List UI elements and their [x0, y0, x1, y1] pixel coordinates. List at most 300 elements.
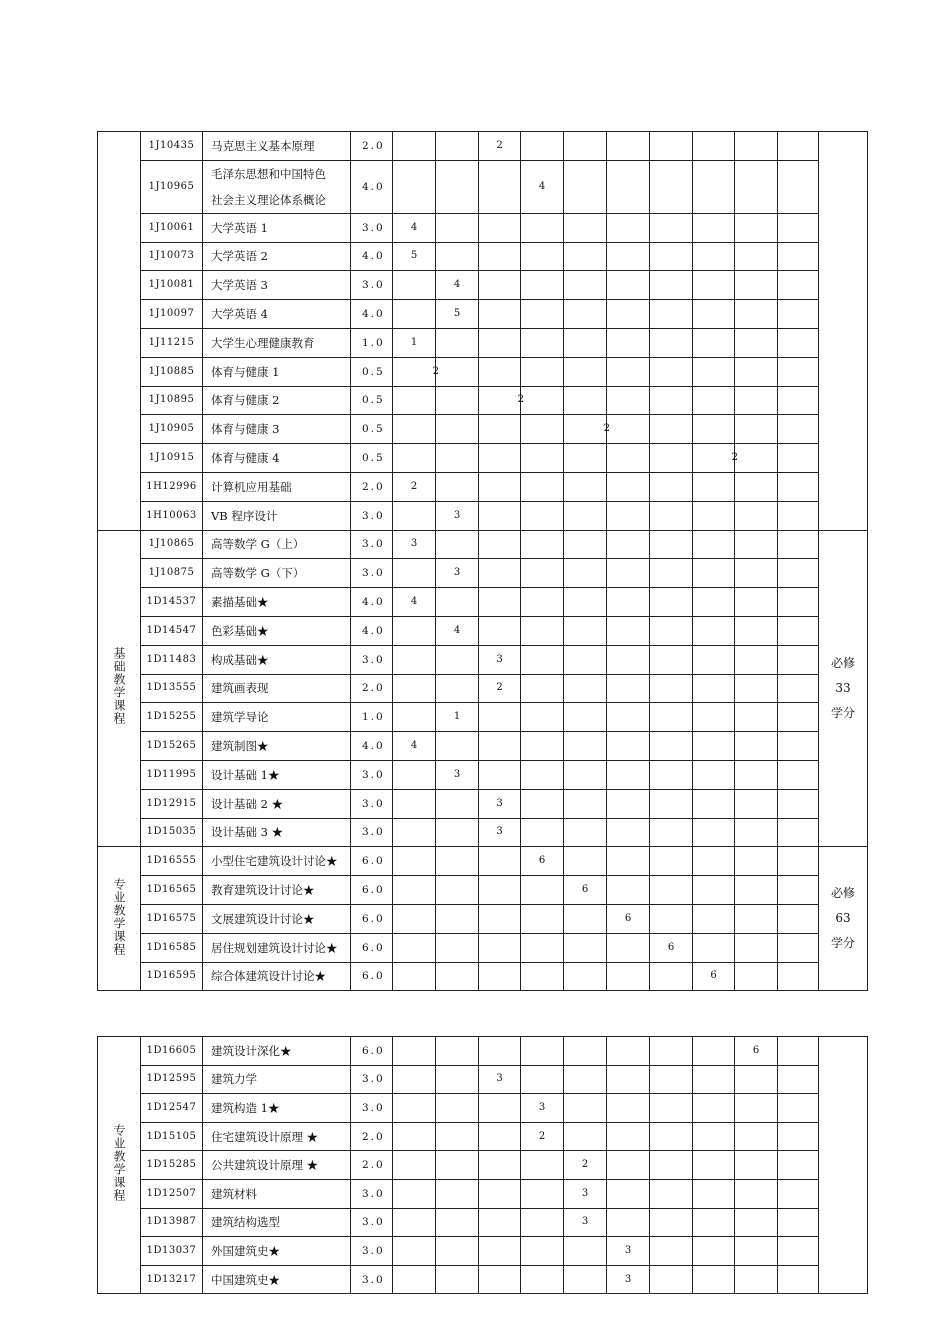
semester-hours-4 [521, 876, 564, 905]
course-code: 1J10435 [141, 132, 203, 161]
semester-hours-7 [650, 328, 693, 357]
table-row [98, 271, 868, 300]
semester-hours-6 [607, 328, 650, 357]
table-row [98, 1151, 868, 1180]
semester-hours-10 [778, 444, 819, 473]
semester-hours-6 [607, 962, 650, 991]
course-credit: 2.0 [351, 472, 393, 501]
semester-hours-8 [693, 1094, 735, 1123]
semester-hours-7 [650, 1065, 693, 1094]
semester-hours-1 [393, 760, 436, 789]
table-row [98, 1065, 868, 1094]
course-name [203, 1237, 351, 1266]
semester-hours-9 [735, 1208, 778, 1237]
semester-hours-5 [564, 1094, 607, 1123]
semester-hours-9 [735, 962, 778, 991]
course-name-line: 毛泽东思想和中国特色 [211, 166, 326, 181]
semester-hours-8 [693, 760, 735, 789]
course-code: 1D12595 [141, 1065, 203, 1094]
course-name-line: 建筑制图★ [211, 739, 269, 754]
semester-hours-10 [778, 876, 819, 905]
semester-hours-5 [564, 847, 607, 876]
semester-hours-8 [693, 732, 735, 761]
semester-hours-3 [479, 357, 521, 386]
semester-hours-7 [650, 847, 693, 876]
semester-hours-4 [521, 472, 564, 501]
semester-hours-4 [521, 501, 564, 530]
table-row [98, 160, 868, 213]
semester-hours-3 [479, 160, 521, 213]
semester-hours-3: 3 [479, 1065, 521, 1094]
semester-hours-10 [778, 386, 819, 415]
table-row [98, 501, 868, 530]
semester-hours-2 [436, 530, 479, 559]
semester-hours-1 [393, 645, 436, 674]
semester-hours-1 [393, 1151, 436, 1180]
course-code: 1D11483 [141, 645, 203, 674]
semester-hours-5: 6 [564, 876, 607, 905]
semester-hours-10 [778, 300, 819, 329]
course-name [203, 1208, 351, 1237]
semester-hours-9 [735, 530, 778, 559]
course-credit: 1.0 [351, 328, 393, 357]
course-code: 1D16555 [141, 847, 203, 876]
course-name-line: 公共建筑设计原理 ★ [211, 1158, 319, 1173]
semester-hours-1 [393, 1179, 436, 1208]
semester-hours-3 [479, 760, 521, 789]
course-name-line: 中国建筑史★ [211, 1272, 280, 1287]
table-row [98, 472, 868, 501]
course-code: 1D15265 [141, 732, 203, 761]
semester-hours-7 [650, 1122, 693, 1151]
course-name [203, 357, 351, 386]
semester-hours-9 [735, 1094, 778, 1123]
semester-hours-4 [521, 760, 564, 789]
semester-hours-10 [778, 674, 819, 703]
semester-hours-8 [693, 674, 735, 703]
semester-hours-8 [693, 444, 738, 473]
semester-hours-9 [735, 357, 778, 386]
table-row [98, 1179, 868, 1208]
semester-hours-6 [607, 1179, 650, 1208]
semester-hours-5 [564, 588, 607, 617]
semester-hours-1 [393, 559, 436, 588]
semester-hours-9 [735, 818, 778, 847]
curriculum-table-1 [97, 131, 868, 991]
semester-hours-9 [735, 933, 778, 962]
semester-hours-2 [436, 1151, 479, 1180]
course-credit: 4.0 [351, 242, 393, 271]
table-row [98, 213, 868, 242]
course-code: 1D11995 [141, 760, 203, 789]
semester-hours-3: 2 [479, 674, 521, 703]
course-credit: 2.0 [351, 674, 393, 703]
course-name [203, 559, 351, 588]
semester-hours-5 [564, 132, 607, 161]
semester-hours-5 [564, 933, 607, 962]
semester-hours-6 [607, 1037, 650, 1066]
semester-hours-5 [564, 818, 607, 847]
semester-hours-5 [564, 1265, 607, 1294]
course-name-line: 建筑学导论 [211, 710, 269, 725]
semester-hours-6 [607, 818, 650, 847]
course-name-line: 文展建筑设计讨论★ [211, 911, 315, 926]
semester-hours-7 [650, 501, 693, 530]
course-code: 1J10875 [141, 559, 203, 588]
table-row [98, 645, 868, 674]
semester-hours-4 [521, 559, 564, 588]
semester-hours-1 [393, 1122, 436, 1151]
semester-hours-1 [393, 904, 436, 933]
semester-hours-2 [436, 1094, 479, 1123]
semester-hours-2: 3 [436, 760, 479, 789]
course-code: 1D14547 [141, 616, 203, 645]
semester-hours-5 [564, 530, 607, 559]
course-credit: 3.0 [351, 1265, 393, 1294]
semester-hours-4 [521, 1065, 564, 1094]
semester-hours-7 [650, 472, 693, 501]
semester-hours-10 [778, 1122, 819, 1151]
semester-hours-8 [693, 530, 735, 559]
semester-hours-5 [564, 732, 607, 761]
category-label: 专业教学课程 [112, 1124, 126, 1203]
semester-hours-1: 2 [393, 472, 436, 501]
semester-hours-9 [735, 444, 778, 473]
table-row [98, 760, 868, 789]
semester-hours-4 [521, 732, 564, 761]
semester-hours-8: 6 [693, 962, 735, 991]
semester-hours-8 [693, 357, 735, 386]
semester-hours-4 [521, 415, 564, 444]
semester-hours-4 [521, 357, 564, 386]
semester-hours-3 [479, 1265, 521, 1294]
table-row [98, 962, 868, 991]
semester-hours-9 [735, 1179, 778, 1208]
table-row [98, 588, 868, 617]
course-credit: 6.0 [351, 962, 393, 991]
course-code: 1J10905 [141, 415, 203, 444]
semester-hours-10 [778, 1094, 819, 1123]
semester-hours-6 [607, 530, 650, 559]
semester-hours-10 [778, 645, 819, 674]
semester-hours-4 [521, 1179, 564, 1208]
semester-hours-9 [735, 732, 778, 761]
course-name [203, 645, 351, 674]
semester-hours-9 [735, 703, 778, 732]
semester-hours-7 [650, 876, 693, 905]
course-credit: 4.0 [351, 160, 393, 213]
course-name [203, 904, 351, 933]
semester-hours-7 [650, 789, 693, 818]
semester-hours-5 [564, 1122, 607, 1151]
semester-hours-10 [778, 847, 819, 876]
course-credit: 6.0 [351, 933, 393, 962]
semester-hours-6 [607, 1208, 650, 1237]
semester-hours-7 [650, 645, 693, 674]
requirement-line: 63 [835, 911, 851, 926]
semester-hours-10 [778, 616, 819, 645]
semester-hours-5 [564, 300, 607, 329]
course-name-line: 建筑结构选型 [211, 1215, 280, 1230]
semester-hours-2 [436, 444, 479, 473]
table-row [98, 904, 868, 933]
semester-hours-5 [564, 386, 607, 415]
semester-hours-5 [564, 213, 607, 242]
requirement-line: 33 [835, 680, 851, 695]
course-code: 1D15255 [141, 703, 203, 732]
semester-hours-5 [564, 789, 607, 818]
semester-hours-8 [693, 876, 735, 905]
requirement-cell [819, 847, 868, 991]
semester-hours-10 [778, 213, 819, 242]
requirement-cell [819, 132, 868, 531]
course-code: 1J10885 [141, 357, 203, 386]
semester-hours-7 [650, 530, 693, 559]
semester-hours-9 [735, 616, 778, 645]
semester-hours-5 [564, 703, 607, 732]
semester-hours-5 [564, 674, 607, 703]
semester-hours-3 [479, 703, 521, 732]
semester-hours-10 [778, 271, 819, 300]
semester-hours-2 [436, 328, 479, 357]
table-row [98, 415, 868, 444]
semester-hours-7 [650, 271, 693, 300]
course-code: 1J10097 [141, 300, 203, 329]
course-name [203, 1179, 351, 1208]
semester-hours-9 [735, 386, 778, 415]
course-credit: 2.0 [351, 132, 393, 161]
semester-hours-9 [735, 1151, 778, 1180]
semester-hours-7 [650, 904, 693, 933]
course-name-line: 体育与健康 2 [211, 393, 280, 408]
table-row [98, 1094, 868, 1123]
semester-hours-1 [393, 444, 436, 473]
semester-hours-2 [436, 132, 479, 161]
semester-hours-6 [607, 1065, 650, 1094]
semester-hours-9 [735, 415, 778, 444]
semester-hours-9 [735, 674, 778, 703]
semester-hours-10 [778, 904, 819, 933]
course-name-line: 色彩基础★ [211, 623, 269, 638]
course-name-line: 构成基础★ [211, 652, 269, 667]
course-code: 1D12507 [141, 1179, 203, 1208]
course-code: 1D15285 [141, 1151, 203, 1180]
semester-hours-7 [650, 760, 693, 789]
semester-hours-1: 4 [393, 732, 436, 761]
course-credit: 4.0 [351, 300, 393, 329]
semester-hours-2 [436, 1265, 479, 1294]
semester-hours-6 [607, 1151, 650, 1180]
semester-hours-10 [778, 501, 819, 530]
semester-hours-8 [693, 559, 735, 588]
course-credit: 3.0 [351, 1094, 393, 1123]
semester-hours-7 [650, 588, 693, 617]
course-name [203, 444, 351, 473]
semester-hours-7 [650, 559, 693, 588]
table-row [98, 1208, 868, 1237]
semester-hours-3 [479, 213, 521, 242]
semester-hours-4 [521, 962, 564, 991]
course-credit: 3.0 [351, 213, 393, 242]
semester-hours-9 [735, 213, 778, 242]
semester-hours-2: 5 [436, 300, 479, 329]
semester-hours-4 [521, 616, 564, 645]
semester-hours-10 [778, 962, 819, 991]
semester-hours-4 [521, 242, 564, 271]
course-name-line: 社会主义理论体系概论 [211, 192, 326, 207]
semester-hours-3 [479, 904, 521, 933]
semester-hours-4: 3 [521, 1094, 564, 1123]
semester-hours-2: 3 [436, 501, 479, 530]
course-credit: 2.0 [351, 1151, 393, 1180]
semester-hours-1: 3 [393, 530, 436, 559]
course-credit: 3.0 [351, 501, 393, 530]
course-name [203, 242, 351, 271]
semester-hours-2 [436, 1065, 479, 1094]
course-code: 1J10073 [141, 242, 203, 271]
semester-hours-3 [479, 444, 521, 473]
table-row [98, 1037, 868, 1066]
semester-hours-6 [607, 242, 650, 271]
course-code: 1J10895 [141, 386, 203, 415]
course-name [203, 1065, 351, 1094]
semester-hours-8 [693, 242, 735, 271]
semester-hours-1 [393, 300, 436, 329]
semester-hours-1 [393, 501, 436, 530]
course-code: 1D16595 [141, 962, 203, 991]
course-name-line: 建筑材料 [211, 1186, 257, 1201]
table-row [98, 444, 868, 473]
semester-hours-7 [650, 1265, 693, 1294]
semester-hours-10 [778, 415, 819, 444]
semester-hours-8 [693, 300, 735, 329]
course-name [203, 1122, 351, 1151]
semester-hours-8 [693, 328, 735, 357]
course-name [203, 588, 351, 617]
semester-hours-8 [693, 645, 735, 674]
semester-hours-2 [436, 674, 479, 703]
course-credit: 0.5 [351, 386, 393, 415]
semester-hours-1: 4 [393, 213, 436, 242]
semester-hours-10 [778, 242, 819, 271]
semester-hours-1 [393, 1237, 436, 1266]
course-credit: 3.0 [351, 760, 393, 789]
course-name [203, 501, 351, 530]
semester-hours-10 [778, 588, 819, 617]
semester-hours-3 [479, 472, 521, 501]
semester-hours-7 [650, 300, 693, 329]
course-credit: 3.0 [351, 530, 393, 559]
course-name-line: 建筑设计深化★ [211, 1043, 292, 1058]
semester-hours-6 [607, 933, 650, 962]
semester-hours-10 [778, 933, 819, 962]
semester-hours-7 [650, 732, 693, 761]
course-name [203, 616, 351, 645]
semester-hours-span: 2 [432, 365, 439, 377]
category-label: 专业教学课程 [112, 877, 126, 956]
semester-hours-2: 1 [436, 703, 479, 732]
semester-hours-1: 5 [393, 242, 436, 271]
semester-hours-9 [735, 132, 778, 161]
course-name-line: 建筑构造 1★ [211, 1100, 280, 1115]
semester-hours-6 [607, 847, 650, 876]
course-name-line: 设计基础 3 ★ [211, 825, 284, 840]
semester-hours-9 [735, 271, 778, 300]
table-row [98, 242, 868, 271]
course-name-line: 大学英语 4 [211, 307, 268, 322]
table-row [98, 357, 868, 386]
semester-hours-4: 2 [521, 1122, 564, 1151]
semester-hours-6 [607, 760, 650, 789]
semester-hours-10 [778, 703, 819, 732]
category-label: 基础教学课程 [112, 647, 126, 726]
semester-hours-7 [650, 703, 693, 732]
course-code: 1D14537 [141, 588, 203, 617]
semester-hours-2 [436, 645, 479, 674]
semester-hours-9 [735, 1065, 778, 1094]
semester-hours-7 [650, 386, 693, 415]
course-name [203, 732, 351, 761]
table-row [98, 1265, 868, 1294]
course-code: 1D12915 [141, 789, 203, 818]
course-credit: 4.0 [351, 588, 393, 617]
semester-hours-5 [564, 472, 607, 501]
course-credit: 3.0 [351, 1065, 393, 1094]
semester-hours-7 [650, 1151, 693, 1180]
course-name-line: 马克思主义基本原理 [211, 138, 315, 153]
semester-hours-3 [479, 559, 521, 588]
course-credit: 6.0 [351, 876, 393, 905]
course-name-line: 外国建筑史★ [211, 1243, 280, 1258]
course-code: 1D13555 [141, 674, 203, 703]
semester-hours-5 [564, 444, 607, 473]
semester-hours-10 [778, 1037, 819, 1066]
course-credit: 4.0 [351, 732, 393, 761]
semester-hours-4 [521, 1037, 564, 1066]
semester-hours-1 [393, 1037, 436, 1066]
semester-hours-1 [393, 357, 439, 386]
semester-hours-2 [436, 789, 479, 818]
course-code: 1J10061 [141, 213, 203, 242]
table-row [98, 132, 868, 161]
semester-hours-3 [479, 1208, 521, 1237]
semester-hours-6: 6 [607, 904, 650, 933]
semester-hours-7 [650, 132, 693, 161]
table-row [98, 703, 868, 732]
semester-hours-10 [778, 1179, 819, 1208]
course-code: 1J10965 [141, 160, 203, 213]
semester-hours-5 [564, 1037, 607, 1066]
course-name-line: 大学英语 1 [211, 220, 268, 235]
semester-hours-span: 2 [517, 394, 524, 406]
semester-hours-8 [693, 1122, 735, 1151]
course-name [203, 933, 351, 962]
semester-hours-1 [393, 789, 436, 818]
semester-hours-2 [436, 1208, 479, 1237]
course-name-line: 计算机应用基础 [211, 479, 292, 494]
semester-hours-2 [436, 1237, 479, 1266]
semester-hours-7 [650, 213, 693, 242]
course-name-line: 大学生心理健康教育 [211, 335, 315, 350]
semester-hours-1 [393, 847, 436, 876]
semester-hours-2 [436, 472, 479, 501]
semester-hours-7 [650, 1179, 693, 1208]
semester-hours-2 [436, 357, 479, 386]
semester-hours-8 [693, 847, 735, 876]
semester-hours-10 [778, 530, 819, 559]
requirement-cell [819, 530, 868, 847]
requirement-line: 学分 [830, 936, 855, 951]
